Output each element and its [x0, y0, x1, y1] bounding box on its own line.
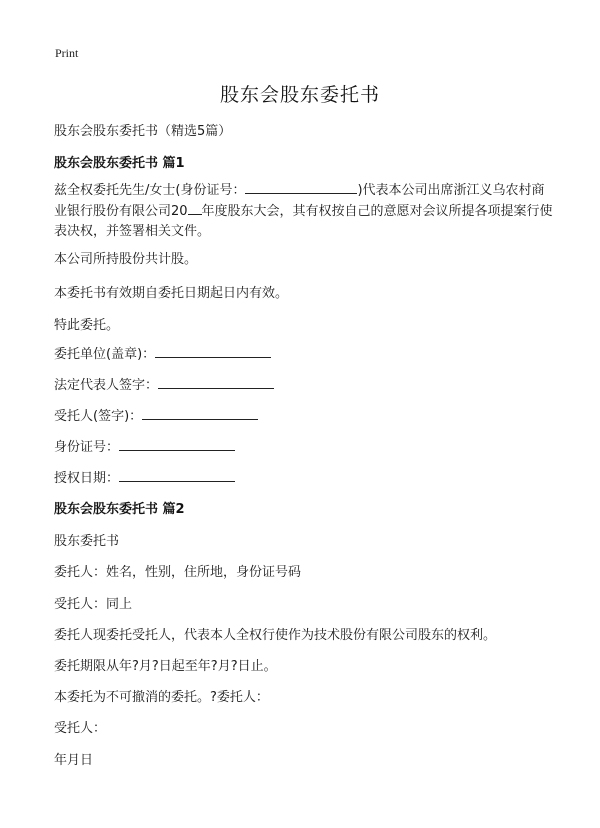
field-id-label: 身份证号： [54, 440, 120, 455]
year-blank [188, 201, 202, 215]
id-number-blank [245, 180, 357, 194]
section-1-validity: 本委托书有效期自委托日期起日内有效。 [54, 286, 289, 301]
field-legal-rep-blank [158, 375, 274, 389]
section-2-line-1: 股东委托书 [54, 534, 120, 549]
field-legal-rep-label: 法定代表人签字： [54, 378, 159, 393]
section-2-heading: 股东会股东委托书 篇2 [54, 502, 185, 517]
field-unit-blank [155, 344, 271, 358]
section-2-line-3: 受托人：同上 [54, 597, 133, 612]
field-legal-rep [54, 374, 274, 393]
field-id [54, 436, 235, 455]
field-date-label: 授权日期： [54, 471, 120, 486]
document-subtitle: 股东会股东委托书（精选5篇） [54, 124, 232, 139]
section-1-paragraph-1 [54, 180, 554, 242]
page-title: 股东会股东委托书 [219, 84, 380, 106]
section-2-line-5: 委托期限从年?月?日起至年?月?日止。 [54, 659, 277, 674]
field-trustee-label: 受托人(签字)： [54, 409, 143, 424]
field-trustee-blank [142, 406, 258, 420]
section-2-line-8: 年月日 [54, 753, 94, 768]
print-link[interactable]: Print [55, 46, 79, 60]
section-2-line-4: 委托人现委托受托人，代表本人全权行使作为技术股份有限公司股东的权利。 [54, 628, 497, 643]
field-id-blank [119, 437, 235, 451]
section-1-heading: 股东会股东委托书 篇1 [54, 156, 185, 171]
field-date [54, 467, 235, 486]
section-1-shares: 本公司所持股份共计股。 [54, 252, 198, 267]
section-2-line-7: 受托人： [54, 721, 107, 736]
section-1-closing: 特此委托。 [54, 318, 120, 333]
para1-text-c: 年度股东大会，其有权按自己的意愿对会议所提各项提案行使表决权，并签署相关文件。 [54, 204, 553, 239]
field-date-blank [119, 468, 235, 482]
field-trustee [54, 405, 258, 424]
field-unit-label: 委托单位(盖章)： [54, 347, 156, 362]
para1-text-b: )代表本公司出席浙江义乌农村商业银行股份有限公司20 [54, 183, 545, 219]
section-2-line-2: 委托人：姓名，性别，住所地，身份证号码 [54, 565, 302, 580]
field-unit [54, 343, 271, 362]
para1-text-a: 兹全权委托先生/女士(身份证号： [54, 183, 246, 198]
section-2-line-6: 本委托为不可撤消的委托。?委托人： [54, 690, 269, 705]
